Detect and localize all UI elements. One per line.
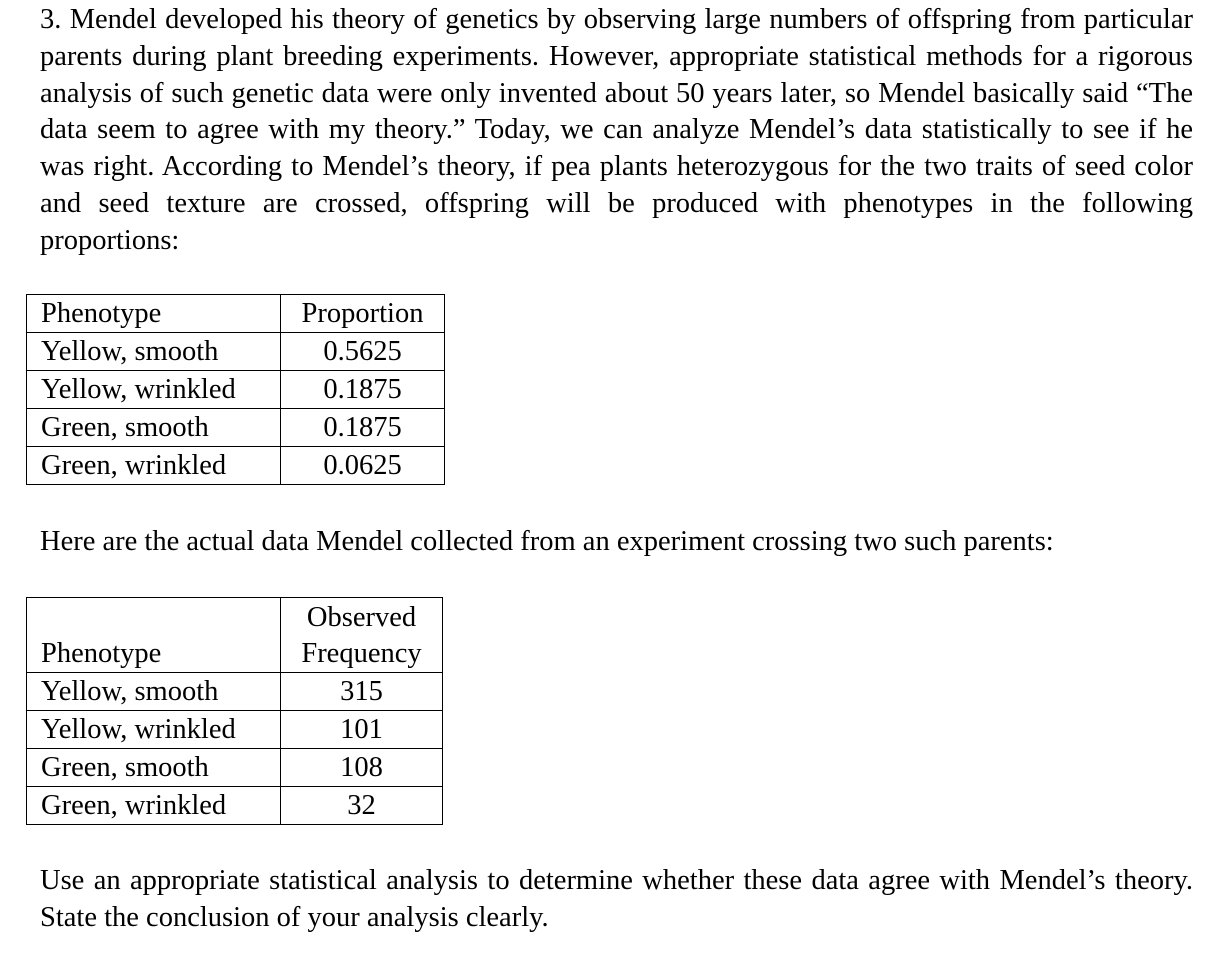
table-row xyxy=(27,711,443,749)
frequency-cell: 32 xyxy=(281,787,443,825)
header-observed-frequency xyxy=(281,598,443,673)
table-row xyxy=(27,409,445,447)
table-row xyxy=(27,371,445,409)
phenotype-cell: Green, smooth xyxy=(27,409,281,447)
proportion-cell: 0.1875 xyxy=(281,409,445,447)
header-observed-line: Observed xyxy=(306,602,417,633)
phenotype-cell: Yellow, wrinkled xyxy=(27,371,281,409)
proportion-cell: 0.0625 xyxy=(281,447,445,485)
table-row xyxy=(27,673,443,711)
problem-intro-paragraph: 3. Mendel developed his theory of genetics by observing large numbers of offspring from particular parents during plant breeding experiments. However, appropriate statistical methods for a rigorous analysis of such genetic data were only invented about 50 years later, so Mendel basically said “The data seem to agree with my theory.” Today, we can analyze Mendel’s data statistically to see if he was right. According to Mendel’s theory, if pea plants heterozygous for the two traits of seed color and seed texture are crossed, offspring will be produced with phenotypes in the following proportions: xyxy=(40,4,1193,256)
proportion-cell: 0.5625 xyxy=(281,333,445,371)
phenotype-cell: Green, smooth xyxy=(27,749,281,787)
phenotype-cell: Yellow, smooth xyxy=(27,673,281,711)
proportions-table xyxy=(26,294,445,485)
table-header-row xyxy=(27,598,443,673)
phenotype-cell: Yellow, smooth xyxy=(27,333,281,371)
table-row xyxy=(27,447,445,485)
header-frequency-line: Frequency xyxy=(301,638,422,669)
header-phenotype: Phenotype xyxy=(27,598,281,673)
header-phenotype: Phenotype xyxy=(27,295,281,333)
proportion-cell: 0.1875 xyxy=(281,371,445,409)
header-proportion: Proportion xyxy=(281,295,445,333)
phenotype-cell: Green, wrinkled xyxy=(27,787,281,825)
data-intro-paragraph: Here are the actual data Mendel collected from an experiment crossing two such parents: xyxy=(40,526,1054,557)
task-paragraph: Use an appropriate statistical analysis to determine whether these data agree with Mendel’s theory. State the conclusion of your analysis clearly. xyxy=(40,865,1193,933)
frequency-cell: 101 xyxy=(281,711,443,749)
frequency-cell: 108 xyxy=(281,749,443,787)
frequency-cell: 315 xyxy=(281,673,443,711)
table-row xyxy=(27,333,445,371)
table-row xyxy=(27,749,443,787)
observed-frequency-table xyxy=(26,597,443,825)
table-row xyxy=(27,787,443,825)
phenotype-cell: Yellow, wrinkled xyxy=(27,711,281,749)
phenotype-cell: Green, wrinkled xyxy=(27,447,281,485)
table-header-row xyxy=(27,295,445,333)
